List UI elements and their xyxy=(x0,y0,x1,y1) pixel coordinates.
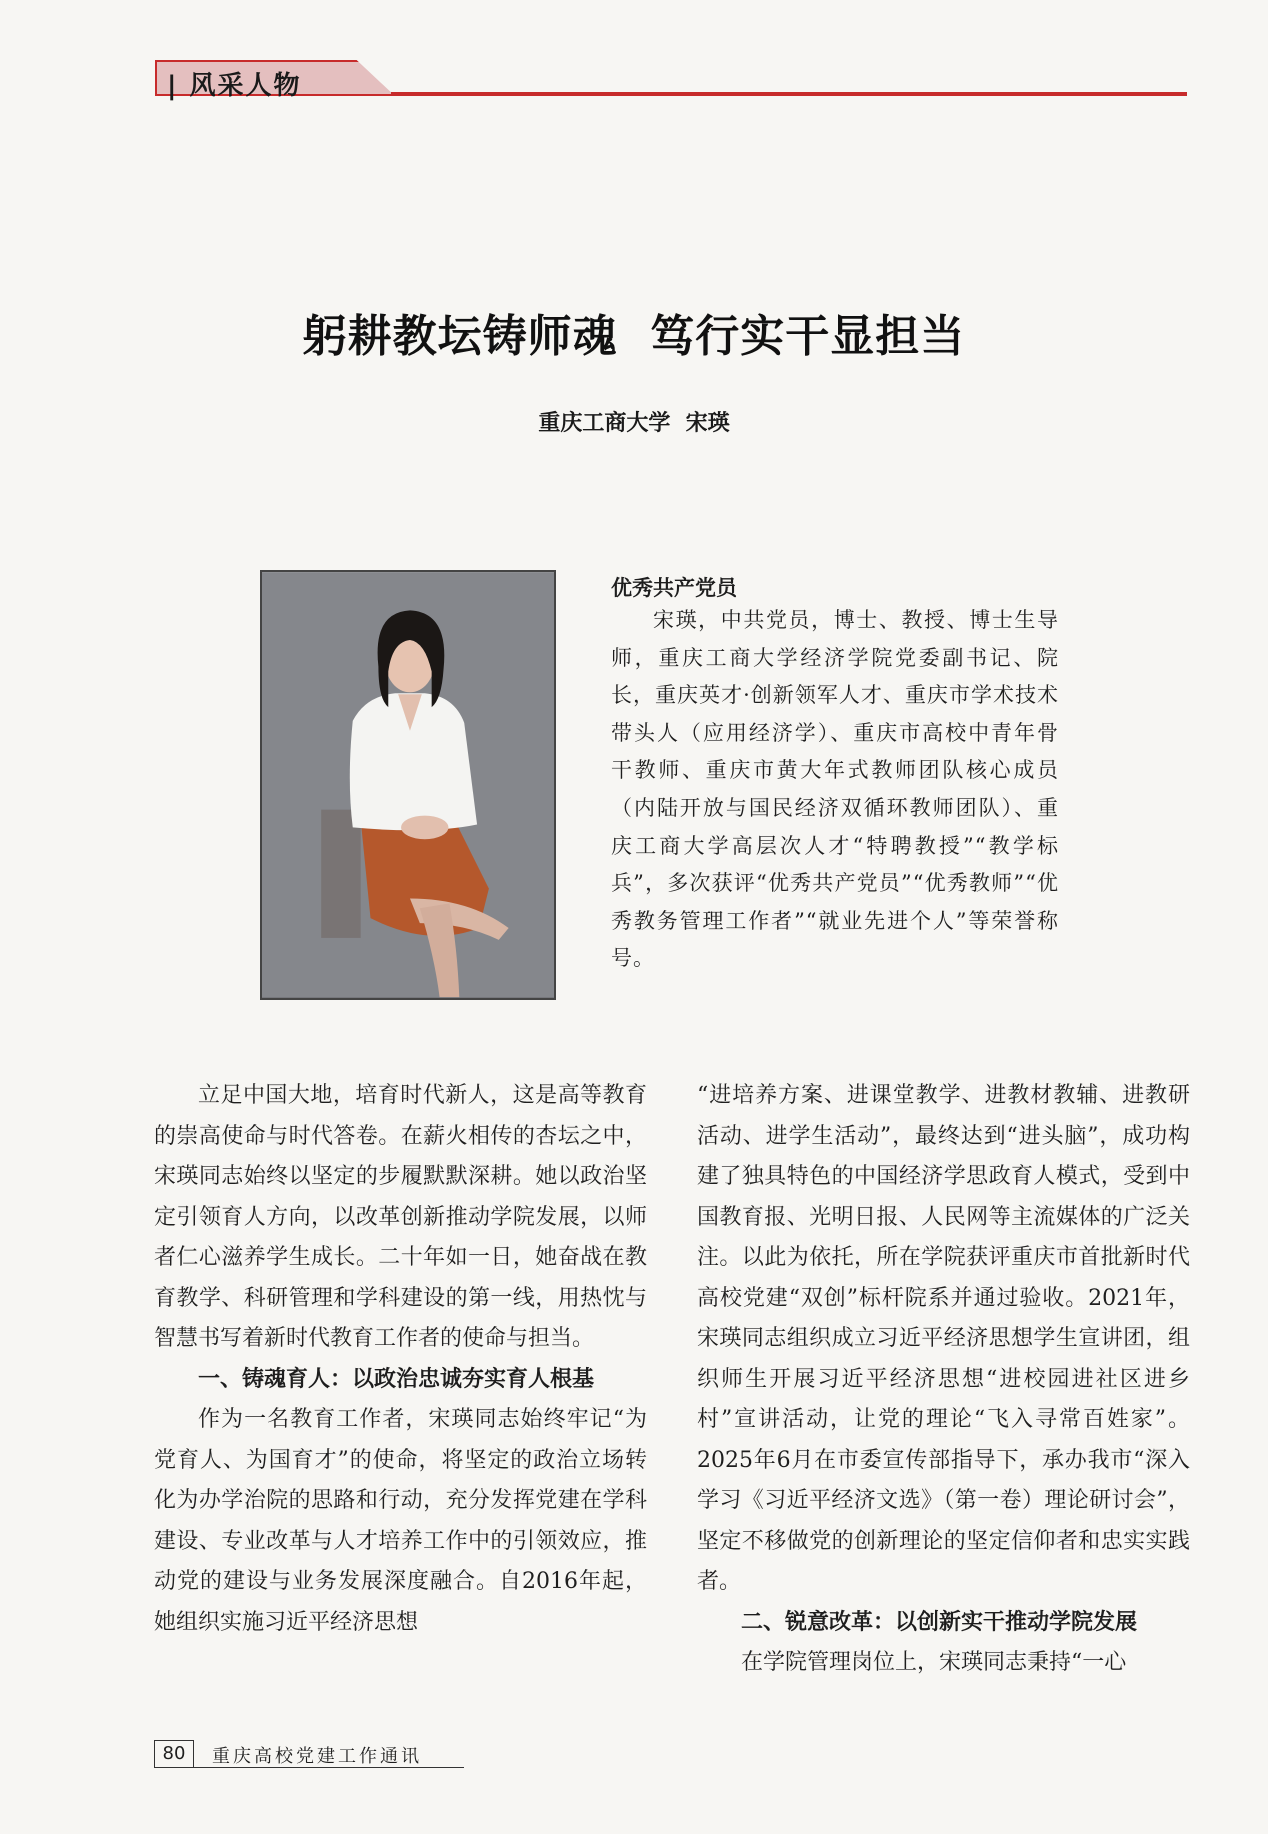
section-heading-1: 一、铸魂育人：以政治忠诚夯实育人根基 xyxy=(198,1366,595,1392)
section-tab-label: | 风采人物 xyxy=(167,71,302,101)
profile-heading: 优秀共产党员 xyxy=(611,576,737,600)
body-column-left xyxy=(154,1076,647,1643)
paragraph-1: 作为一名教育工作者，宋瑛同志始终牢记“为党育人、为国育才”的使命，将坚定的政治立场转化为办学治院的思路和行动，充分发挥党建在学科建设、专业改革与人才培养工作中的引领效应，推动党的建设与业务发展深度融合。自2016年起，她组织实施习近平经济思想 xyxy=(154,1407,647,1635)
intro-paragraph: 立足中国大地，培育时代新人，这是高等教育的崇高使命与时代答卷。在薪火相传的杏坛之中，宋瑛同志始终以坚定的步履默默深耕。她以政治坚定引领育人方向，以改革创新推动学院发展，以师者仁心滋养学生成长。二十年如一日，她奋战在教育教学、科研管理和学科建设的第一线，用热忱与智慧书写着新时代教育工作者的使命与担当。 xyxy=(154,1083,647,1351)
footer-rule xyxy=(194,1767,464,1768)
header-rule xyxy=(391,92,1187,96)
chair xyxy=(321,810,360,938)
section-heading-2: 二、锐意改革：以创新实干推动学院发展 xyxy=(741,1609,1138,1635)
clasped-hands xyxy=(401,816,448,840)
portrait-illustration xyxy=(262,572,554,998)
paragraph-1-continued: “进培养方案、进课堂教学、进教材教辅、进教研活动、进学生活动”，最终达到“进头脑”，成功构建了独具特色的中国经济学思政育人模式，受到中国教育报、光明日报、人民网等主流媒体的广泛关注。以此为依托，所在学院获评重庆市首批新时代高校党建“双创”标杆院系并通过验收。2021年，宋瑛同志组织成立习近平经济思想学生宣讲团，组织师生开展习近平经济思想“进校园进社区进乡村”宣讲活动，让党的理论“飞入寻常百姓家”。2025年6月在市委宣传部指导下，承办我市“深入学习《习近平经济文选》（第一卷）理论研讨会”，坚定不移做党的创新理论的坚定信仰者和忠实实践者。 xyxy=(697,1083,1190,1594)
section-header xyxy=(155,52,1187,104)
article-byline: 重庆工商大学 宋瑛 xyxy=(538,411,730,436)
paragraph-2: 在学院管理岗位上，宋瑛同志秉持“一心 xyxy=(741,1650,1127,1675)
page-number: 80 xyxy=(154,1740,194,1768)
profile-text: 宋瑛，中共党员，博士、教授、博士生导师，重庆工商大学经济学院党委副书记、院长，重庆英才·创新领军人才、重庆市学术技术带头人（应用经济学）、重庆市高校中青年骨干教师、重庆市黄大年式教师团队核心成员（内陆开放与国民经济双循环教师团队）、重庆工商大学高层次人才“特聘教授”“教学标兵”，多次获评“优秀共产党员”“优秀教师”“优秀教务管理工作者”“就业先进个人”等荣誉称号。 xyxy=(611,608,1059,971)
article-title: 躬耕教坛铸师魂 笃行实干显担当 xyxy=(302,311,966,362)
body-column-right xyxy=(697,1076,1190,1684)
publication-name: 重庆高校党建工作通讯 xyxy=(212,1746,422,1767)
portrait-photo xyxy=(260,570,556,1000)
